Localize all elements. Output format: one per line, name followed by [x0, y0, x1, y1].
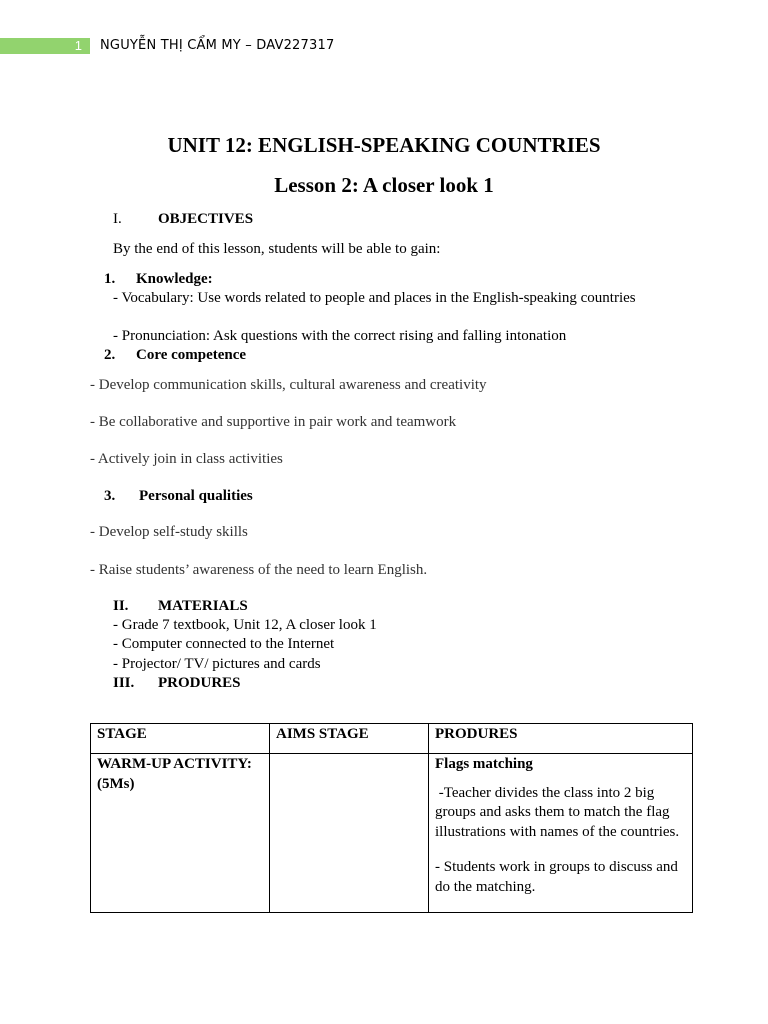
stage-cell — [91, 754, 270, 913]
header-author: NGUYỄN THỊ CẨM MY – DAV227317 — [100, 38, 335, 53]
stage-duration: (5Ms) — [97, 775, 135, 792]
core-item: - Be collaborative and supportive in pair work and teamwork — [90, 414, 457, 430]
procedures-heading: PRODURES — [158, 675, 241, 691]
objectives-intro: By the end of this lesson, students will be able to gain: — [113, 241, 441, 257]
table-header-aims: AIMS STAGE — [270, 724, 429, 754]
procedure-step: -Teacher divides the class into 2 big groups and asks them to match the flag illustrations with names of the countries. — [435, 784, 680, 840]
unit-title: UNIT 12: ENGLISH-SPEAKING COUNTRIES — [167, 133, 601, 157]
materials-numeral: II. — [113, 598, 129, 614]
core-item: - Actively join in class activities — [90, 451, 283, 467]
materials-item: - Grade 7 textbook, Unit 12, A closer look 1 — [113, 617, 377, 633]
stage-name: WARM-UP ACTIVITY: — [97, 756, 252, 772]
procedures-numeral: III. — [113, 675, 135, 691]
personal-heading: Personal qualities — [139, 488, 253, 504]
core-number: 2. — [104, 347, 116, 363]
knowledge-number: 1. — [104, 271, 116, 287]
table-header-procedures: PRODURES — [429, 724, 693, 754]
lesson-title: Lesson 2: A closer look 1 — [274, 173, 494, 197]
table-header-stage: STAGE — [91, 724, 270, 754]
knowledge-item: - Vocabulary: Use words related to people and places in the English-speaking countries — [113, 290, 636, 306]
procedure-cell — [429, 754, 693, 913]
page-number: 1 — [74, 38, 82, 53]
knowledge-item: - Pronunciation: Ask questions with the correct rising and falling intonation — [113, 328, 567, 344]
core-heading: Core competence — [136, 347, 247, 363]
objectives-heading: OBJECTIVES — [158, 211, 254, 227]
table-header-row — [91, 724, 693, 754]
personal-item: - Develop self-study skills — [90, 524, 248, 540]
materials-item: - Computer connected to the Internet — [113, 636, 335, 652]
aims-cell — [270, 754, 429, 913]
objectives-numeral: I. — [113, 211, 122, 227]
table-row — [91, 754, 693, 913]
lesson-table — [90, 723, 693, 913]
personal-number: 3. — [104, 488, 116, 504]
materials-item: - Projector/ TV/ pictures and cards — [113, 656, 321, 672]
personal-item: - Raise students’ awareness of the need to learn English. — [90, 562, 428, 578]
procedure-step: - Students work in groups to discuss and do the matching. — [435, 859, 678, 895]
knowledge-heading: Knowledge: — [136, 271, 213, 287]
core-item: - Develop communication skills, cultural awareness and creativity — [90, 377, 487, 393]
procedure-title: Flags matching — [435, 756, 533, 772]
materials-heading: MATERIALS — [158, 598, 248, 614]
